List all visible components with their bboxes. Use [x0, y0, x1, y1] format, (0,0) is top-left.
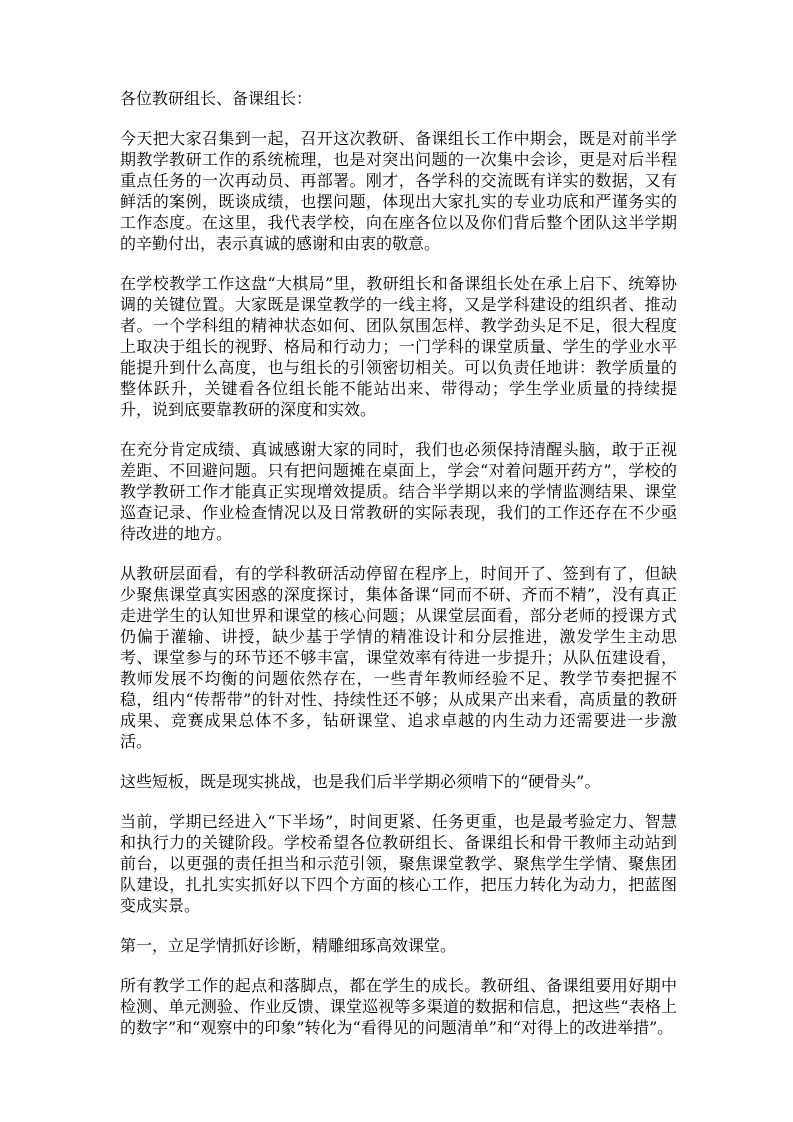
- paragraph-shortcomings: 这些短板，既是现实挑战，也是我们后半学期必须啃下的“硬骨头”。: [120, 772, 601, 791]
- paragraph-problem-analysis: 从教研层面看，有的学科教研活动停留在程序上，时间开了、签到有了，但缺少聚焦课堂真实困惑的深度探讨，集体备课“同而不研、齐而不精”，没有真正走进学生的认知世界和课堂的核心问题；从课堂层面看，部分老师的授课方式仍偏于灌输、讲授，缺少基于学情的精准设计和分层推进，激发学生主动思考、课堂参与的环节还不够丰富，课堂效率有待进一步提升；从队伍建设看，教师发展不均衡的问题依然存在，一些青年教师经验不足、教学节奏把握不稳，组内“传帮带”的针对性、持续性还不够；从成果产出来看，高质量的教研成果、竞赛成果总体不多，钻研课堂、追求卓越的内生动力还需要进一步激活。: [120, 564, 677, 751]
- section-heading-first: 第一，立足学情抓好诊断，精雕细琢高效课堂。: [120, 936, 457, 955]
- document-page: [120, 88, 677, 1057]
- paragraph-role-of-leaders: 在学校教学工作这盘“大棋局”里，教研组长和备课组长处在承上启下、统筹协调的关键位置。大家既是课堂教学的一线主将，又是学科建设的组织者、推动者。一个学科组的精神状态如何、团队氛围怎样、教学劲头足不足，很大程度上取决于组长的视野、格局和行动力；一门学科的课堂质量、学生的学业水平能提升到什么高度，也与组长的引领密切相关。可以负责任地讲：教学质量的整体跃升，关键看各位组长能不能站出来、带得动；学生学业质量的持续提升，说到底要靠教研的深度和实效。: [120, 274, 677, 419]
- paragraph-face-problems: 在充分肯定成绩、真诚感谢大家的同时，我们也必须保持清醒头脑，敢于正视差距、不回避问题。只有把问题摊在桌面上，学会“对着问题开药方”，学校的教学教研工作才能真正实现增效提质。结合半学期以来的学情监测结果、课堂巡查记录、作业检查情况以及日常教研的实际表现，我们的工作还存在不少亟待改进的地方。: [120, 440, 677, 543]
- salutation: 各位教研组长、备课组长：: [120, 89, 313, 108]
- paragraph-opening: 今天把大家召集到一起，召开这次教研、备课组长工作中期会，既是对前半学期教学教研工作的系统梳理，也是对突出问题的一次集中会诊，更是对后半程重点任务的一次再动员、再部署。刚才，各学科的交流既有详实的数据，又有鲜活的案例，既谈成绩，也摆问题，体现出大家扎实的专业功底和严谨务实的工作态度。在这里，我代表学校，向在座各位以及你们背后整个团队这半学期的辛勤付出，表示真诚的感谢和由衷的敬意。: [120, 129, 677, 253]
- paragraph-second-half: 当前，学期已经进入“下半场”，时间更紧、任务更重，也是最考验定力、智慧和执行力的关键阶段。学校希望各位教研组长、备课组长和骨干教师主动站到前台，以更强的责任担当和示范引领，聚焦课堂教学、聚焦学生学情、聚焦团队建设，扎扎实实抓好以下四个方面的核心工作，把压力转化为动力，把蓝图变成实景。: [120, 812, 677, 915]
- paragraph-student-growth: 所有教学工作的起点和落脚点，都在学生的成长。教研组、备课组要用好期中检测、单元测验、作业反馈、课堂巡视等多渠道的数据和信息，把这些“表格上的数字”和“观察中的印象”转化为“看得见的问题清单”和“对得上的改进举措”。: [120, 976, 677, 1037]
